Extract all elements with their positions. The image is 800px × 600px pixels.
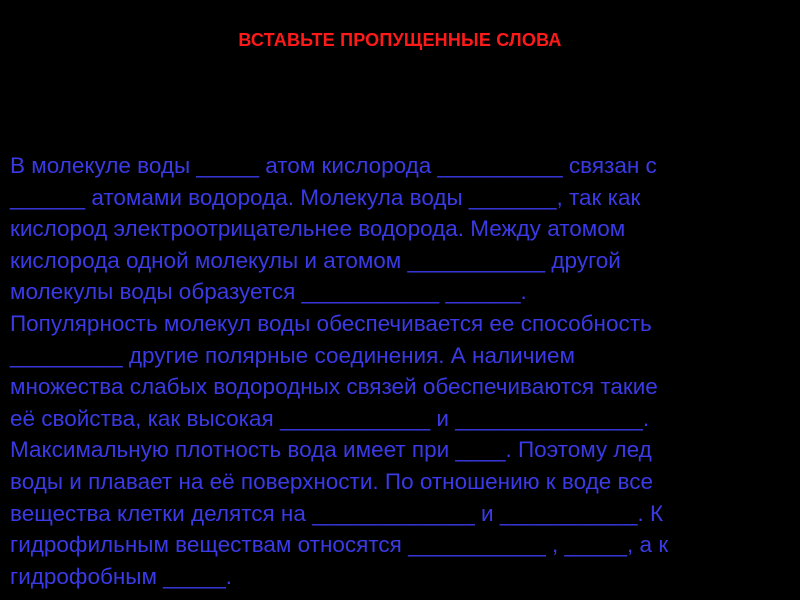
text-line: _________ другие полярные соединения. А наличием [10, 342, 575, 368]
text-line: Популярность молекул воды обеспечивается ее способность [10, 310, 652, 336]
text-line: вещества клетки делятся на _____________ и ___________. К [10, 500, 664, 526]
slide-title: ВСТАВЬТЕ ПРОПУЩЕННЫЕ СЛОВА [238, 30, 562, 50]
text-line: В молекуле воды _____ атом кислорода __________ связан с [10, 153, 657, 178]
exercise-text [10, 150, 790, 592]
text-line: её свойства, как высокая ____________ и _______________. [10, 405, 650, 431]
text-line: кислород электроотрицательнее водорода. Между атомом [10, 216, 626, 242]
text-line: молекулы воды образуется ___________ ______. [10, 279, 527, 305]
text-line: гидрофильным веществам относятся ___________ , _____, а к [10, 532, 669, 558]
text-line: ______ атомами водорода. Молекула воды _______, так как [10, 184, 641, 210]
text-line: кислорода одной молекулы и атомом ___________ другой [10, 247, 621, 273]
text-line: Максимальную плотность вода имеет при ____. Поэтому лед [10, 437, 652, 463]
text-line: воды и плавает на её поверхности. По отношению к воде все [10, 468, 653, 494]
text-line: множества слабых водородных связей обеспечиваются такие [10, 374, 658, 400]
text-line: гидрофобным _____. [10, 563, 232, 589]
